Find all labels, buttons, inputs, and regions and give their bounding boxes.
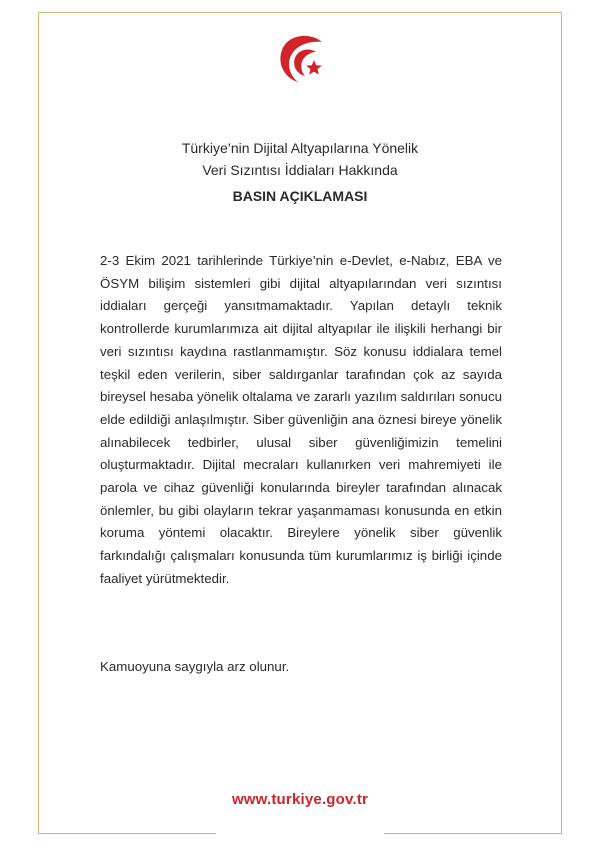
- crescent-star-emblem-icon: [270, 30, 330, 90]
- title-line-2: Veri Sızıntısı İddiaları Hakkında: [202, 162, 398, 178]
- title-line-1: Türkiye’nin Dijital Altyapılarına Yönelik: [181, 140, 419, 156]
- footer-border-gap: [216, 826, 384, 840]
- document-title-block: [80, 137, 520, 207]
- body-paragraph: 2-3 Ekim 2021 tarihlerinde Türkiye’nin e-Devlet, e-Nabız, EBA ve ÖSYM bilişim sistemleri gibi dijital altyapılarından veri sızıntısı iddiaları gerçeği yansıtmamaktadır. Yapılan detaylı teknik kontrollerde kurumlarımıza ait dijital altyapılar ile ilişkili herhangi bir veri sızıntısı kaydına rastlanmamıştır. Söz konusu iddialara temel teşkil eden verilerin, siber saldırganlar tarafından çok az sayıda bireysel hesaba yönelik oltalama ve zararlı yazılım saldırıları sonucu elde edildiği anlaşılmıştır. Siber güvenliğin ana öznesi bireye yönelik alınabilecek tedbirler, ulusal siber güvenliğimizin temelini oluşturmaktadır. Dijital mecraları kullanırken veri mahremiyeti ile parola ve cihaz güvenliği konularında bireyler tarafından alınacak önlemler, bu gibi olayların tekrar yaşanmaması konusunda en etkin koruma yöntemi olacaktır. Bireylere yönelik siber güvenlik farkındalığı çalışmaları konusunda tüm kurumlarımız iş birliği içinde faaliyet yürütmektedir.: [100, 253, 502, 586]
- closing-line: Kamuoyuna saygıyla arz olunur.: [100, 659, 290, 674]
- title-line-3-heading: BASIN AÇIKLAMASI: [232, 188, 368, 204]
- footer-website-link[interactable]: www.turkiye.gov.tr: [100, 790, 500, 810]
